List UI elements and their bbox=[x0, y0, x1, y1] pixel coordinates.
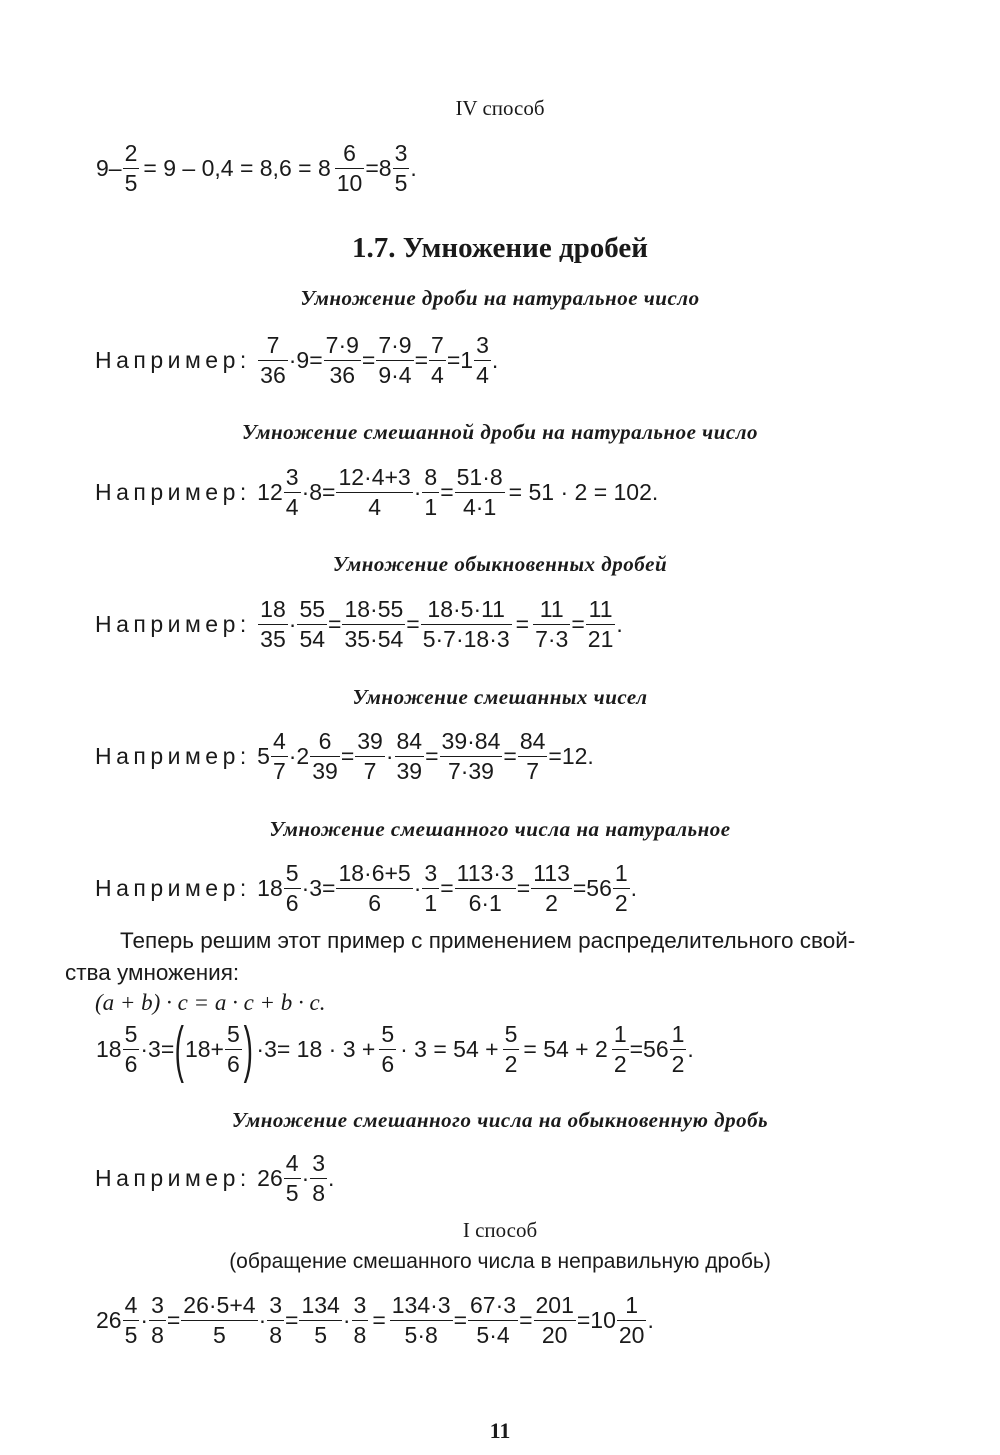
example-mixed-by-natural: Например: 12 3 4 ·8= $\frac{12\cdot 4+3}{4}$ · $\frac{8}{1}$ = $\frac{51\cdot 8}{4\cdot 1}$ = 51 · 2 = 102. bbox=[95, 464, 659, 520]
subheading-mixed-by-natural-2: Умножение смешанного числа на натуральное bbox=[269, 817, 731, 841]
paragraph-line-1: Теперь решим этот пример с применением распределительного свой- bbox=[120, 928, 856, 953]
page-number: 11 bbox=[489, 1418, 511, 1443]
method-iv-caption: IV способ bbox=[455, 96, 545, 120]
section-heading: 1.7. Умножение дробей bbox=[352, 232, 648, 264]
method-i-description: (обращение смешанного числа в неправильную дробь) bbox=[229, 1250, 771, 1273]
subheading-mixed-by-fraction: Умножение смешанного числа на обыкновенную дробь bbox=[231, 1108, 769, 1132]
example-mixed-numbers: Например: 5 4 7 ·2 $\frac{6}{39}$ = $\frac{39}{7}$ · $\frac{84}{39}$ = $\frac{39\cdot 84}{7\cdot 39}$ = $\frac{84}{7}$ =12. bbox=[95, 728, 594, 784]
example-method-i: 26 4 5 · $\frac{3}{8}$ = $\frac{26\cdot 5+4}{5}$ · $\frac{3}{8}$ = $\frac{134}{5}$ · $\frac{3}{8}$ = $\frac{134\cdot 3}{5\cdot 8}$ = $\frac{67\cdot 3}{5\cdot 4}$ = $\frac{201}{20}$ =10 1 20 . bbox=[96, 1292, 654, 1348]
method-i-caption: I способ bbox=[462, 1218, 538, 1242]
subheading-mixed-by-natural: Умножение смешанной дроби на натуральное число bbox=[242, 420, 758, 444]
subheading-mixed-numbers: Умножение смешанных чисел bbox=[352, 685, 648, 709]
distributive-law: (a + b) · c = a · c + b · c. bbox=[95, 990, 326, 1015]
example-common-fractions: Например: 18 35 · $\frac{55}{54}$ = $\frac{18\cdot 55}{35\cdot 54}$ = $\frac{18\cdot 5\cdot 11}{5\cdot 7\cdot 18\cdot 3}$ = $\frac{11}{7\cdot 3}$ = $\frac{11}{21}$ . bbox=[95, 596, 623, 652]
method-iv-equation: 9 – $\frac{2}{5}$ = 9 – 0,4 = 8,6 = 8 $\frac{6}{10}$ =8 3 5 . bbox=[96, 140, 417, 196]
example-distributive: 18 5 6 ·3= ( 18+ $\frac{5}{6}$ ) ·3= 18 · 3 + $\frac{5}{6}$ · 3 = 54 + $\frac{5}{2}$ = 54 + 2 $\frac{1}{2}$ =56 1 2 . bbox=[96, 1015, 694, 1084]
example-mixed-by-fraction: Например: 26 4 5 · 3 8 . bbox=[95, 1150, 335, 1206]
subheading-common-fractions: Умножение обыкновенных дробей bbox=[332, 552, 668, 576]
subheading-fraction-by-natural: Умножение дроби на натуральное число bbox=[300, 286, 700, 310]
example-fraction-by-natural: Например: 7 36 ·9= $\frac{7\cdot 9}{36}$ = $\frac{7\cdot 9}{9\cdot 4}$ = $\frac{7}{4}$ =1 3 4 . bbox=[95, 332, 499, 388]
example-mixed-by-natural-2: Например: 18 5 6 ·3= $\frac{18\cdot 6+5}{6}$ · $\frac{3}{1}$ = $\frac{113\cdot 3}{6\cdot 1}$ = $\frac{113}{2}$ =56 1 2 . bbox=[95, 860, 638, 916]
paragraph-line-2: ства умножения: bbox=[65, 960, 240, 985]
